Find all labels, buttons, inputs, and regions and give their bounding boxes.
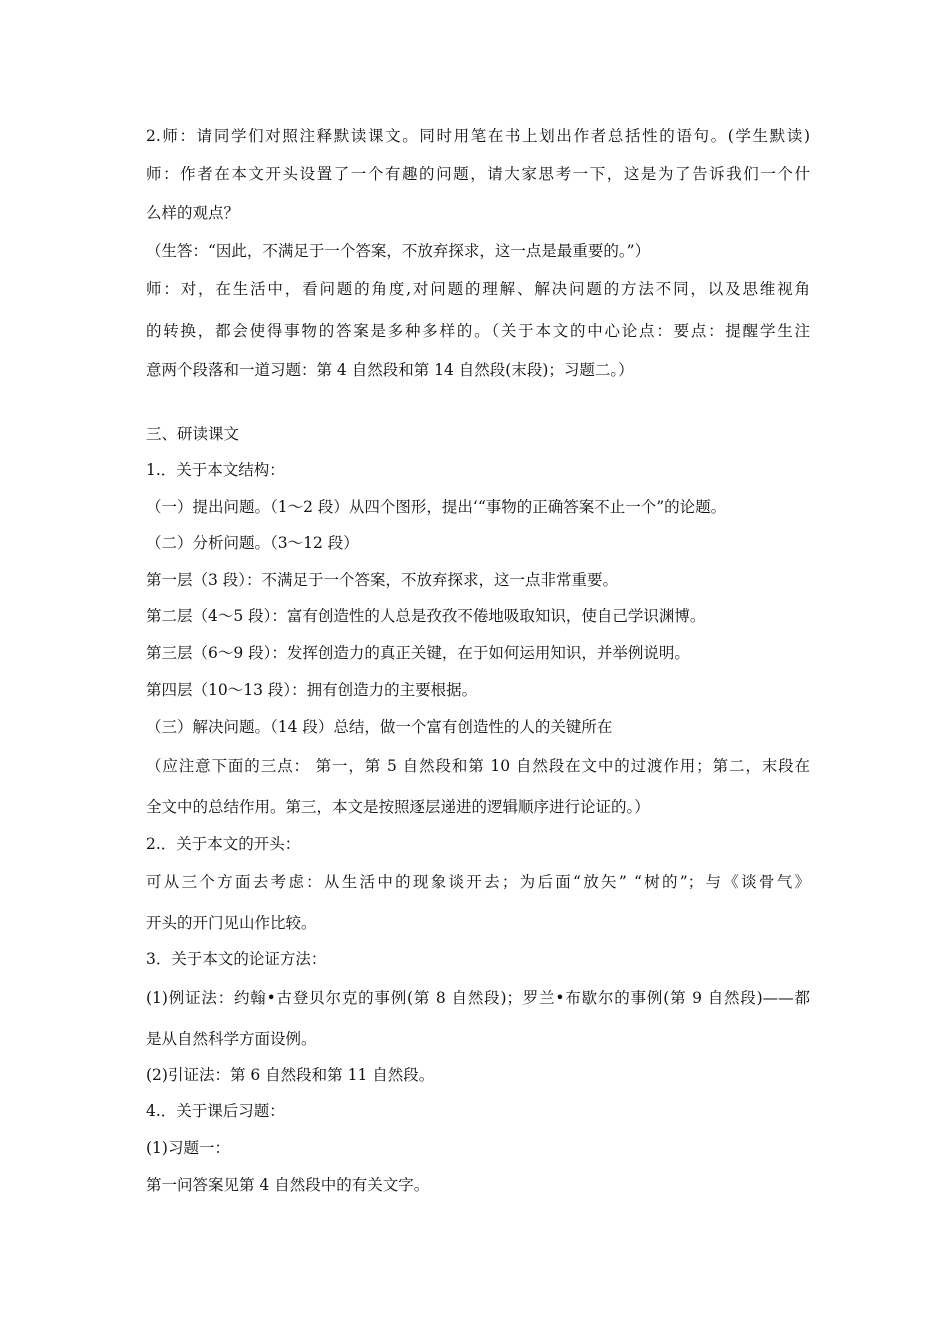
text-line: 是从自然科学方面设例。: [146, 1030, 317, 1048]
text-line: 第四层（10～13 段）：拥有创造力的主要根据。: [146, 681, 478, 699]
text-line: (1)习题一：: [146, 1139, 230, 1157]
text-line: 全文中的总结作用。第三，本文是按照逐层递进的逻辑顺序进行论证的。）: [146, 798, 650, 816]
text-line: 么样的观点？: [146, 204, 240, 222]
text-line: 可从三个方面去考虑：从生活中的现象谈开去；为后面“放矢” “树的”；与《谈骨气》: [146, 873, 810, 891]
text-line: 开头的开门见山作比较。: [146, 914, 317, 932]
text-line: 意两个段落和一道习题：第 4 自然段和第 14 自然段(末段)；习题二。）: [146, 361, 634, 379]
text-line: 师：对，在生活中，看问题的角度,对问题的理解、解决问题的方法不同，以及思维视角: [146, 280, 810, 298]
text-line: 3．关于本文的论证方法：: [146, 950, 327, 968]
text-line: 的转换，都会使得事物的答案是多种多样的。（关于本文的中心论点：要点：提醒学生注: [146, 322, 810, 340]
text-line: 1.．关于本文结构：: [146, 461, 285, 479]
text-line: (2)引证法：第 6 自然段和第 11 自然段。: [146, 1066, 435, 1084]
text-line: 师：作者在本文开头设置了一个有趣的问题，请大家思考一下，这是为了告诉我们一个什: [146, 165, 810, 183]
text-line: （二）分析问题。（3～12 段）: [146, 534, 359, 552]
text-line: 第三层（6～9 段）：发挥创造力的真正关键，在于如何运用知识，并举例说明。: [146, 644, 690, 662]
text-line: （一）提出问题。（1～2 段）从四个图形，提出‘“事物的正确答案不止一个”的论题。: [146, 498, 727, 516]
text-line: 第一问答案见第 4 自然段中的有关文字。: [146, 1176, 430, 1194]
section-heading: 三、研读课文: [146, 425, 240, 443]
text-line: （生答：“因此，不满足于一个答案，不放弃探求，这一点是最重要的。”）: [146, 242, 651, 260]
text-line: 第二层（4～5 段）：富有创造性的人总是孜孜不倦地吸取知识，使自己学识渊博。: [146, 607, 706, 625]
text-line: （应注意下面的三点： 第一，第 5 自然段和第 10 自然段在文中的过渡作用；第二，末段在: [146, 757, 810, 775]
text-line: 2.师：请同学们对照注释默读课文。同时用笔在书上划出作者总括性的语句。(学生默读): [146, 127, 810, 145]
text-line: 2.．关于本文的开头：: [146, 835, 301, 853]
text-line: 第一层（3 段）：不满足于一个答案，不放弃探求，这一点非常重要。: [146, 571, 619, 589]
text-line: （三）解决问题。（14 段）总结，做一个富有创造性的人的关键所在: [146, 718, 613, 736]
text-line: (1)例证法：约翰•古登贝尔克的事例(第 8 自然段)；罗兰•布歇尔的事例(第 9 自然段)——都: [146, 989, 810, 1007]
text-line: 4.．关于课后习题：: [146, 1102, 285, 1120]
